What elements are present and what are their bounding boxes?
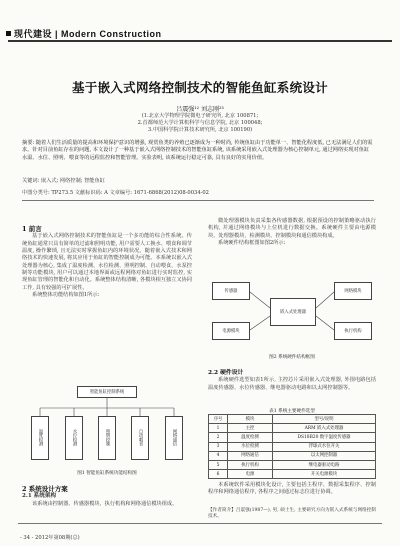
- figure-2: [208, 270, 376, 366]
- table-row: [209, 433, 376, 442]
- th-index: 序号: [209, 415, 228, 424]
- affiliations: [100, 113, 300, 134]
- section-tag: [6, 27, 162, 40]
- header-rule: [8, 40, 392, 42]
- fig2-center: 嵌入式处理器: [270, 298, 316, 326]
- table-row: [209, 442, 376, 451]
- cell: 5: [209, 460, 228, 469]
- left-column-2: [22, 486, 192, 508]
- cell: 电源: [228, 470, 273, 479]
- cell: 浮球式水位开关: [273, 442, 376, 451]
- para-software: 本系统软件采用模块化设计, 主要包括主程序、数据采集程序、控制程序和网络通信程序, 各程序之间通过标志位进行协调。: [208, 482, 376, 496]
- right-column: [208, 218, 376, 247]
- affiliation-3: 3.中国科学院计算技术研究所, 北京 100190): [147, 127, 253, 133]
- fig1-caption: 图1 智能鱼缸系统功能结构图: [77, 471, 137, 476]
- divider: [22, 200, 374, 201]
- table-1: [208, 408, 376, 479]
- paper-title: 基于嵌入式网络控制技术的智能鱼缸系统设计: [71, 80, 328, 95]
- table-header-row: [209, 415, 376, 424]
- fig1-node-5: 网络通信: [165, 416, 183, 460]
- cell: ARM 嵌入式处理器: [273, 424, 376, 433]
- right-column-3: [208, 482, 376, 497]
- affiliation-2: 2.首都师范大学计算机科学与信息学院, 北京 100048;: [137, 120, 263, 126]
- fig1-node-4: 自动喂食: [131, 416, 149, 460]
- cell: 1: [209, 424, 228, 433]
- heading-intro: 1 前言: [22, 225, 42, 233]
- table-caption: 表1 系统主要硬件选型: [269, 409, 315, 414]
- footer-rule: [18, 523, 382, 524]
- table-row: [209, 424, 376, 433]
- cell: 继电器驱动电路: [273, 460, 376, 469]
- para-intro: 基于嵌入式网络控制技术的智能鱼缸是一个多功能的综合性系统。传统鱼缸通常只具有简单的过滤和照明功能, 用户需要人工换水、喂食和调节温度, 操作繁琐, 且无法实时掌握鱼缸内的环境状况。随着嵌入式技术和网络技术的快速发展, 将其应用于鱼缸的智能控制成为可能。本系统以嵌入式处理器为核心, 集成了温度检测、水位检测、照明控制、自动喂食、水泵控制等功能模块, 用户可以通过本地界面或远程网络对鱼缸进行实时监控, 实现鱼缸管理的智能化和自动化。系统整体结构清晰, 各模块相互独立又协同工作, 具有较强的可扩展性。: [22, 233, 192, 291]
- fig2-caption: 图2 系统硬件结构框图: [269, 355, 315, 360]
- table-row: [209, 460, 376, 469]
- fig1-node-2: 水位检测: [65, 416, 83, 460]
- fig2-left-bottom: 电源模块: [212, 322, 250, 340]
- para-right-2: 系统硬件结构框图如图2所示:: [218, 240, 286, 247]
- author-footnote: 【作者简介】吕震强(1987—), 男, 硕士生, 主要研究方向为嵌入式系统与网络控制技术。: [208, 508, 376, 520]
- cell: 水位检测: [228, 442, 273, 451]
- cell: 主控: [228, 424, 273, 433]
- table-row: [209, 451, 376, 460]
- fig2-right-top: 网络模块: [334, 282, 372, 300]
- heading-hardware: 2.2 硬件设计: [208, 370, 244, 376]
- cell: DS18B20 数字温度传感器: [273, 433, 376, 442]
- para-fig-ref: 系统整体功能结构如图1所示:: [32, 292, 100, 299]
- table-row: [209, 470, 376, 479]
- cell: 开关电源模块: [273, 470, 376, 479]
- cell: 网络通信: [228, 451, 273, 460]
- cell: 执行机构: [228, 460, 273, 469]
- affiliation-1: (1.北京大学物理学院微电子研究所, 北京 100871;: [141, 113, 259, 119]
- fig1-node-3: 照明控制: [98, 416, 116, 460]
- heading-arch: 2.1 系统架构: [22, 493, 57, 500]
- cell: 以太网控制器: [273, 451, 376, 460]
- cell: 3: [209, 442, 228, 451]
- para-right-1: 微处理器模块负责采集各传感器数据, 根据预设的控制策略驱动执行机构, 并通过网络模块与上位机进行数据交换。系统硬件主要由电源模块、处理器模块、检测模块、控制模块和通信模块构成。: [208, 218, 376, 239]
- figure-1: [22, 382, 192, 484]
- para-hardware: 系统硬件选型如表1所示, 主控芯片采用嵌入式处理器, 外围电路包括温度传感器、水位传感器、继电器驱动电路和以太网控制器等。: [208, 377, 376, 391]
- authors: 吕震强¹² 刘志刚²³: [176, 106, 224, 113]
- abstract: 摘要: 随着人们生活质量的提高和环境保护意识的增强, 观赏鱼类的养殖已逐渐成为一种时尚, 传统鱼缸由于功能单一、智能化程度低, 已无法满足人们的需求。针对目前鱼缸存在的问题, 本文设计了一种基于嵌入式网络控制技术的智能鱼缸系统, 该系统采用嵌入式处理器为核心控制单元, 通过网络实现对鱼缸水温、水位、照明、喂食等的远程监控和智能管理。实验表明, 该系统运行稳定可靠, 具有良好的实用价值。: [22, 140, 373, 161]
- fig1-top-box: 智能鱼缸控制系统: [77, 386, 137, 398]
- left-column: [22, 226, 192, 299]
- fig2-left-top: 传感器: [212, 282, 250, 300]
- cell: 4: [209, 451, 228, 460]
- right-column-2: [208, 370, 376, 392]
- heading-design: 2 系统设计方案: [22, 485, 68, 493]
- page-footer: - 34 - 2012年第08期(总): [20, 535, 80, 541]
- keywords: 关键词: 嵌入式; 网络控制; 智能鱼缸: [22, 178, 105, 184]
- section-label: 现代建设 | Modern Construction: [14, 29, 162, 39]
- th-model: 型号/说明: [273, 415, 376, 424]
- classification: 中图分类号: TP273.5 文献标识码: A 文章编号: 1671-6868(2012)08-0034-02: [22, 190, 209, 196]
- hardware-table: [208, 414, 376, 479]
- th-module: 模块: [228, 415, 273, 424]
- fig2-right-bottom: 执行机构: [334, 322, 372, 340]
- fig1-node-1: 温度检测: [31, 416, 49, 460]
- para-arch: 该系统由控制器、传感器模块、执行机构和网络通信模块组成。: [32, 500, 178, 507]
- cell: 6: [209, 470, 228, 479]
- cell: 温度检测: [228, 433, 273, 442]
- section-square-icon: [6, 31, 11, 36]
- cell: 2: [209, 433, 228, 442]
